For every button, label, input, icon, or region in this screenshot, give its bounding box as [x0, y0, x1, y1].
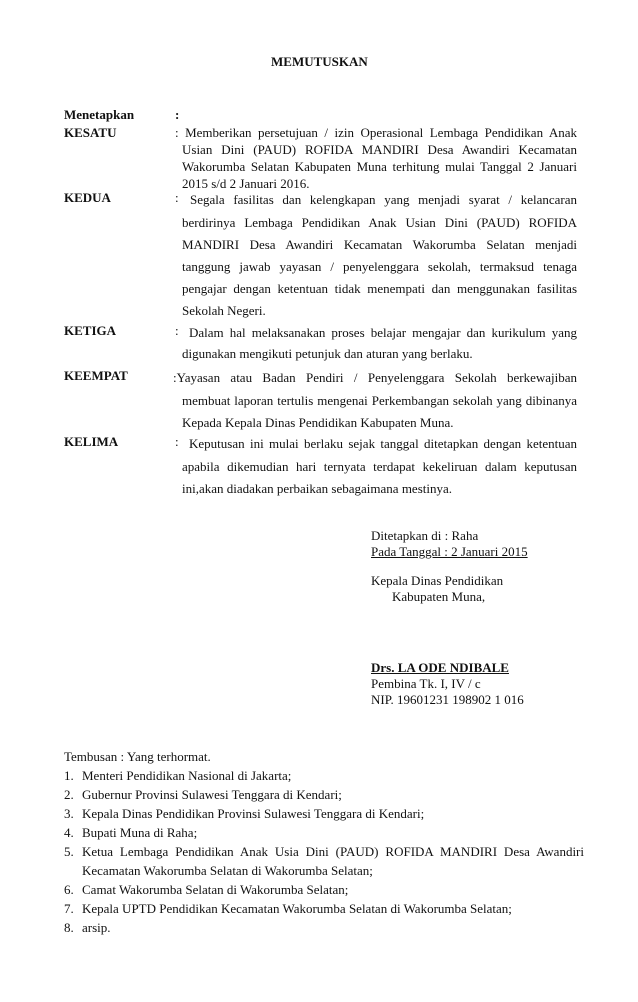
menetapkan-colon: : [175, 107, 180, 122]
signatory-rank: Pembina Tk. I, IV / c [371, 676, 481, 691]
section-line: apabila dikemudian hari ternyata terdapat kekeliruan dalam keputusan [182, 459, 577, 474]
section-colon-ketiga: : [175, 323, 179, 338]
signature-position-line1: Kepala Dinas Pendidikan [371, 573, 504, 588]
list-item-text: Menteri Pendidikan Nasional di Jakarta; [82, 768, 292, 783]
section-line: : Memberikan persetujuan / izin Operasional Lembaga Pendidikan Anak [175, 125, 577, 140]
list-item-text: Bupati Muna di Raha; [82, 825, 198, 840]
section-label-keempat: KEEMPAT [64, 368, 128, 383]
section-label-kesatu: KESATU [64, 125, 117, 140]
section-line: digunakan mengikuti petunjuk dan aturan yang berlaku. [182, 346, 473, 361]
section-body-kelima-cont [182, 456, 577, 500]
section-line: ini,akan diadakan perbaikan sebagaimana mestinya. [182, 481, 453, 496]
section-line: 2015 s/d 2 Januari 2016. [182, 176, 310, 191]
signature-place: Ditetapkan di : Raha [371, 528, 479, 543]
section-body-kedua-cont [182, 212, 577, 322]
list-item [64, 844, 584, 860]
section-label-ketiga: KETIGA [64, 323, 117, 338]
section-line: Keputusan ini mulai berlaku sejak tanggal ditetapkan dengan ketentuan [189, 436, 577, 451]
section-body-ketiga [189, 323, 577, 343]
section-line: Sekolah Negeri. [182, 303, 266, 318]
list-item-number: 8. [64, 920, 74, 935]
section-body-kesatu-cont [182, 141, 577, 192]
list-item-text: arsip. [82, 920, 111, 935]
list-item-text: Ketua Lembaga Pendidikan Anak Usia Dini (PAUD) ROFIDA MANDIRI Desa Awandiri [82, 844, 584, 859]
list-item-text: Camat Wakorumba Selatan di Wakorumba Selatan; [82, 882, 349, 897]
signatory-name: Drs. LA ODE NDIBALE [371, 660, 509, 675]
section-line: berdirinya Lembaga Pendidikan Anak Usian Dini (PAUD) ROFIDA [182, 215, 577, 230]
section-line: Kepada Kepala Dinas Pendidikan Kabupaten Muna. [182, 415, 454, 430]
list-item-number: 2. [64, 787, 74, 802]
section-line: pengajar dengan ketentuan tidak menempati dan menggunakan fasilitas [182, 281, 577, 296]
section-line: Segala fasilitas dan kelengkapan yang menjadi syarat / kelancaran [190, 192, 577, 207]
section-line: membuat laporan tertulis mengenai Perkembangan sekolah yang dibinanya [182, 393, 577, 408]
section-line: :Yayasan atau Badan Pendiri / Penyelenggara Sekolah berkewajiban [173, 370, 577, 385]
signature-position-line2: Kabupaten Muna, [392, 589, 486, 604]
list-item [64, 901, 512, 917]
list-item [64, 806, 424, 822]
list-item-number: 6. [64, 882, 74, 897]
list-item [64, 882, 348, 898]
section-line: Wakorumba Selatan Kabupaten Muna terhitung mulai Tanggal 2 Januari [182, 159, 577, 174]
section-colon-kedua: : [175, 190, 179, 205]
list-item-number: 1. [64, 768, 74, 783]
section-body-ketiga-cont [182, 344, 577, 364]
section-label-kedua: KEDUA [64, 190, 111, 205]
list-item-number: 4. [64, 825, 74, 840]
list-item-text: Kepala UPTD Pendidikan Kecamatan Wakorumba Selatan di Wakorumba Selatan; [82, 901, 512, 916]
list-item-number: 7. [64, 901, 74, 916]
menetapkan-label: Menetapkan [64, 107, 135, 122]
section-body-kedua [190, 190, 577, 210]
tembusan-header: Tembusan : Yang terhormat. [64, 749, 211, 764]
section-body-keempat-cont [182, 390, 577, 434]
list-item-text: Kepala Dinas Pendidikan Provinsi Sulawesi Tenggara di Kendari; [82, 806, 425, 821]
list-item-text-cont: Kecamatan Wakorumba Selatan di Wakorumba Selatan; [82, 863, 373, 878]
signature-date: Pada Tanggal : 2 Januari 2015 [371, 544, 528, 559]
list-item [64, 825, 197, 841]
section-body-kesatu [175, 125, 577, 141]
section-colon-kelima: : [175, 434, 179, 449]
signatory-nip: NIP. 19601231 198902 1 016 [371, 692, 524, 707]
list-item [64, 768, 291, 784]
section-line: MANDIRI Desa Awandiri Kecamatan Wakorumba Selatan menjadi [182, 237, 577, 252]
page-title: MEMUTUSKAN [271, 54, 368, 69]
section-line: Dalam hal melaksanakan proses belajar mengajar dan kurikulum yang [189, 325, 577, 340]
list-item-text: Gubernur Provinsi Sulawesi Tenggara di Kendari; [82, 787, 342, 802]
section-body-kelima [189, 434, 577, 454]
list-item [64, 920, 111, 936]
list-item-number: 3. [64, 806, 74, 821]
section-body-keempat [173, 368, 577, 388]
list-item-number: 5. [64, 844, 74, 859]
section-line: Usian Dini (PAUD) ROFIDA MANDIRI Desa Awandiri Kecamatan [182, 142, 577, 157]
section-line: tanggung jawab yayasan / penyelenggara sekolah, termaksud tenaga [182, 259, 577, 274]
section-label-kelima: KELIMA [64, 434, 119, 449]
list-item [64, 787, 342, 803]
